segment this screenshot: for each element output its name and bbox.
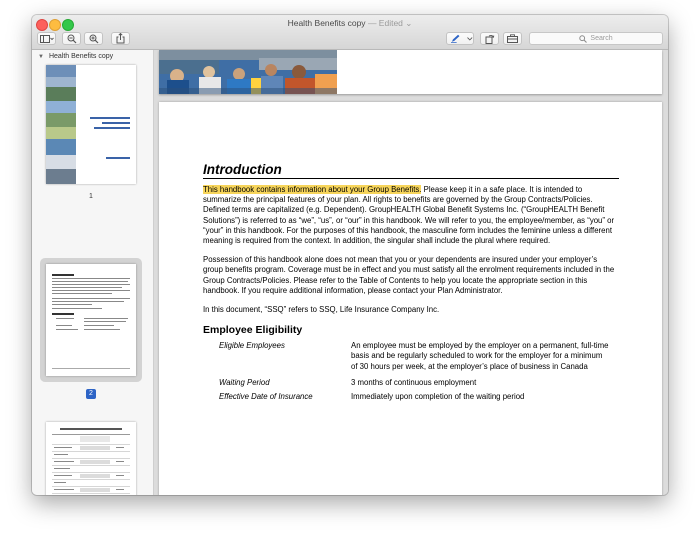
toolbox-icon	[507, 34, 518, 43]
window-title-text: Health Benefits copy	[287, 18, 366, 28]
page-thumbnail-2[interactable]	[46, 264, 136, 376]
highlighted-text[interactable]: This handbook contains information about your Group Benefits.	[203, 185, 422, 194]
eligibility-value: An employee must be employed by the employer on a permanent, full-time basis and be regularly scheduled to work for the employer for a minimum of 30 hours per week, at the employer’s place of business in Canada	[351, 341, 609, 371]
rotate-icon	[485, 34, 495, 44]
document-view[interactable]	[154, 50, 668, 495]
edited-status[interactable]: — Edited ⌄	[367, 18, 413, 28]
preview-window	[32, 15, 668, 495]
eligibility-label: Eligible Employees	[219, 341, 285, 351]
ssq-paragraph[interactable]: In this document, “SSQ” refers to SSQ, Life Insurance Company Inc.	[203, 305, 440, 315]
document-page-2[interactable]	[159, 102, 662, 495]
markup-pen-button[interactable]	[446, 32, 474, 45]
eligibility-row	[203, 392, 619, 402]
toolbox-button[interactable]	[503, 32, 522, 45]
rotate-button[interactable]	[480, 32, 499, 45]
eligibility-row	[203, 378, 619, 388]
share-button[interactable]	[111, 32, 130, 45]
sidebar-document-name: Health Benefits copy	[48, 53, 114, 60]
share-icon	[116, 33, 125, 44]
page-thumbnail-1[interactable]	[46, 65, 136, 184]
eligibility-value: 3 months of continuous employment	[351, 377, 477, 387]
section-heading-eligibility: Employee Eligibility	[203, 324, 303, 337]
eligibility-label: Effective Date of Insurance	[219, 392, 313, 402]
eligibility-row	[203, 341, 619, 372]
search-field[interactable]	[529, 32, 663, 45]
page-number-1: 1	[89, 193, 93, 200]
possession-paragraph[interactable]: Possession of this handbook alone does not mean that you or your dependents are insured under your employer’s group benefits program. Coverage must be in effect and you must satisfy all the enrolment requirements included in the Group Contracts/Policies. Please refer to the Table of Contents to help you locate the appropriate section in this handbook. If you require additional information, please contact your Plan Administrator.	[203, 255, 615, 295]
pen-icon	[451, 34, 461, 43]
sidebar-document-row[interactable]	[32, 50, 153, 63]
search-placeholder: Search	[590, 35, 613, 42]
zoom-out-icon	[67, 34, 77, 44]
eligibility-value: Immediately upon completion of the waiting period	[351, 392, 525, 402]
section-heading-introduction: Introduction	[203, 162, 619, 179]
thumbnail-sidebar[interactable]	[32, 50, 154, 495]
search-icon	[579, 35, 587, 43]
window-title	[32, 18, 668, 29]
intro-paragraph[interactable]	[203, 185, 619, 246]
disclosure-triangle-icon[interactable]: ▼	[38, 53, 44, 60]
page-thumbnail-3[interactable]	[46, 422, 136, 495]
eligibility-label: Waiting Period	[219, 377, 270, 387]
intro-paragraph-text: Please keep it in a safe place. It is intended to summarize the principal features of your plan. All rights to benefits are governed by the Group Contracts/Policies. Defined terms are capitalized (e.g. Dependent). GroupHEALTH Global Benefit Systems Inc. (“GroupHEALTH Benefit Solutions”) is referred to as “we”, “us”, or “our” in this handbook. We will refer to you, the employee/member, as “you” or “your” in this handbook. For the purposes of this handbook, the masculine form includes the feminine unless a different meaning is required from the context. In addition, the singular shall include the plural where required.	[203, 185, 615, 246]
cover-thumbnail-image	[46, 65, 136, 184]
previous-page-fragment	[159, 50, 662, 94]
zoom-in-button[interactable]	[84, 32, 103, 45]
sidebar-toggle-button[interactable]	[37, 32, 56, 45]
page2-thumbnail-image	[46, 264, 136, 376]
sidebar-icon	[40, 35, 54, 43]
zoom-out-button[interactable]	[62, 32, 81, 45]
title-bar	[32, 15, 668, 50]
zoom-in-icon	[89, 34, 99, 44]
chevron-down-icon	[467, 37, 473, 41]
crowd-photo-image	[159, 50, 337, 94]
page-content	[203, 162, 619, 406]
page-number-2: 2	[86, 389, 96, 399]
cover-photo	[159, 50, 337, 94]
page3-thumbnail-image	[46, 422, 136, 495]
